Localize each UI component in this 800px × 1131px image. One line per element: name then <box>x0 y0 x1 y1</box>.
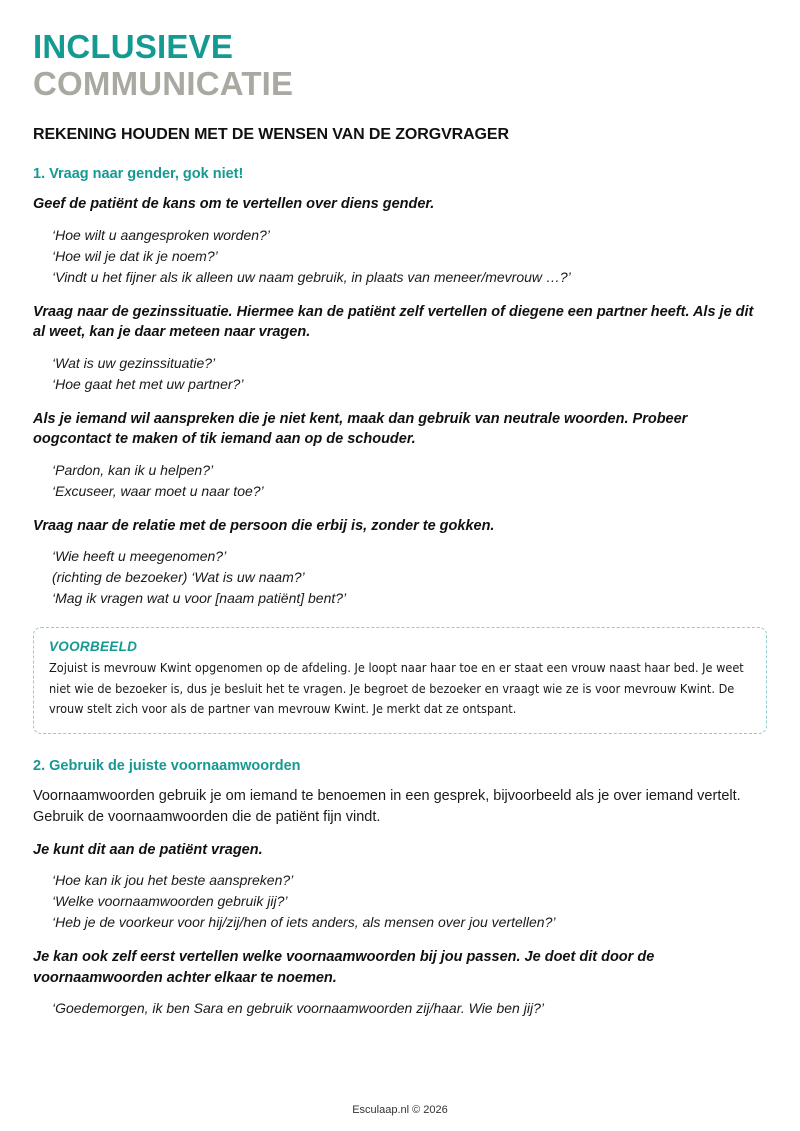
masthead-line-1: INCLUSIEVE <box>33 28 234 65</box>
page-footer: Esculaap.nl © 2026 <box>352 1104 448 1116</box>
example-quote: ‘Welke voornaamwoorden gebruik jij?’ <box>52 893 288 910</box>
example-quote: ‘Vindt u het fijner als ik alleen uw naam gebruik, in plaats van meneer/mevrouw …?’ <box>52 268 571 285</box>
section-heading-2: 2. Gebruik de juiste voornaamwoorden <box>33 757 301 774</box>
example-quote: ‘Wie heeft u meegenomen?’ <box>52 548 227 565</box>
example-quote: (richting de bezoeker) ‘Wat is uw naam?’ <box>52 569 305 586</box>
example-quote-list <box>33 998 767 1019</box>
section-heading-1: 1. Vraag naar gender, gok niet! <box>33 166 244 182</box>
lead-paragraph: Geef de patiënt de kans om te vertellen over diens gender. <box>33 196 435 212</box>
example-quote-list <box>33 870 767 933</box>
voorbeeld-callout-box <box>33 627 767 733</box>
example-quote-list <box>33 546 767 609</box>
document-subtitle: REKENING HOUDEN MET DE WENSEN VAN DE ZORGVRAGER <box>33 126 509 143</box>
example-quote: ‘Goedemorgen, ik ben Sara en gebruik voornaamwoorden zij/haar. Wie ben jij?’ <box>52 1000 544 1017</box>
masthead-line-2: COMMUNICATIE <box>33 65 294 102</box>
example-quote: ‘Wat is uw gezinssituatie?’ <box>52 354 216 371</box>
document-content <box>33 30 767 1033</box>
example-quote: ‘Mag ik vragen wat u voor [naam patiënt] bent?’ <box>52 590 347 607</box>
lead-paragraph: Je kan ook zelf eerst vertellen welke voornaamwoorden bij jou passen. Je doet dit door de voornaamwoorden achter elkaar te noemen. <box>33 949 655 986</box>
lead-paragraph: Je kunt dit aan de patiënt vragen. <box>33 841 263 858</box>
example-quote: ‘Hoe kan ik jou het beste aanspreken?’ <box>52 872 294 889</box>
example-quote-list <box>33 460 767 502</box>
section-intro-paragraph: Voornaamwoorden gebruik je om iemand te benoemen in een gesprek, bijvoorbeeld als je over iemand vertelt. Gebruik de voornaamwoorden die de patiënt fijn vindt. <box>33 787 741 825</box>
lead-paragraph: Vraag naar de gezinssituatie. Hiermee kan de patiënt zelf vertellen of diegene een partner heeft. Als je dit al weet, kan je daar meteen naar vragen. <box>33 303 754 341</box>
example-quote: ‘Pardon, kan ik u helpen?’ <box>52 461 214 478</box>
callout-body-text: Zojuist is mevrouw Kwint opgenomen op de afdeling. Je loopt naar haar toe en er staat een vrouw naast haar bed. Je weet niet wie de bezoeker is, dus je besluit het te vragen. Je begroet de bezoeker en vraagt wie ze is voor mevrouw Kwint. De vrouw stelt zich voor als de partner van mevrouw Kwint. Je merkt dat ze ontspant. <box>49 660 744 717</box>
lead-paragraph: Als je iemand wil aanspreken die je niet kent, maak dan gebruik van neutrale woorden. Probeer oogcontact te maken of tik iemand aan op de schouder. <box>33 410 688 448</box>
example-quote-list <box>33 353 767 395</box>
document-masthead <box>33 30 767 100</box>
example-quote: ‘Hoe gaat het met uw partner?’ <box>52 375 244 392</box>
callout-title: VOORBEELD <box>49 639 138 655</box>
lead-paragraph: Vraag naar de relatie met de persoon die erbij is, zonder te gokken. <box>33 517 495 534</box>
example-quote: ‘Hoe wilt u aangesproken worden?’ <box>52 226 270 243</box>
example-quote: ‘Hoe wil je dat ik je noem?’ <box>52 247 218 264</box>
example-quote: ‘Excuseer, waar moet u naar toe?’ <box>52 482 264 499</box>
example-quote: ‘Heb je de voorkeur voor hij/zij/hen of iets anders, als mensen over jou vertellen?’ <box>52 914 556 931</box>
example-quote-list <box>33 225 767 288</box>
